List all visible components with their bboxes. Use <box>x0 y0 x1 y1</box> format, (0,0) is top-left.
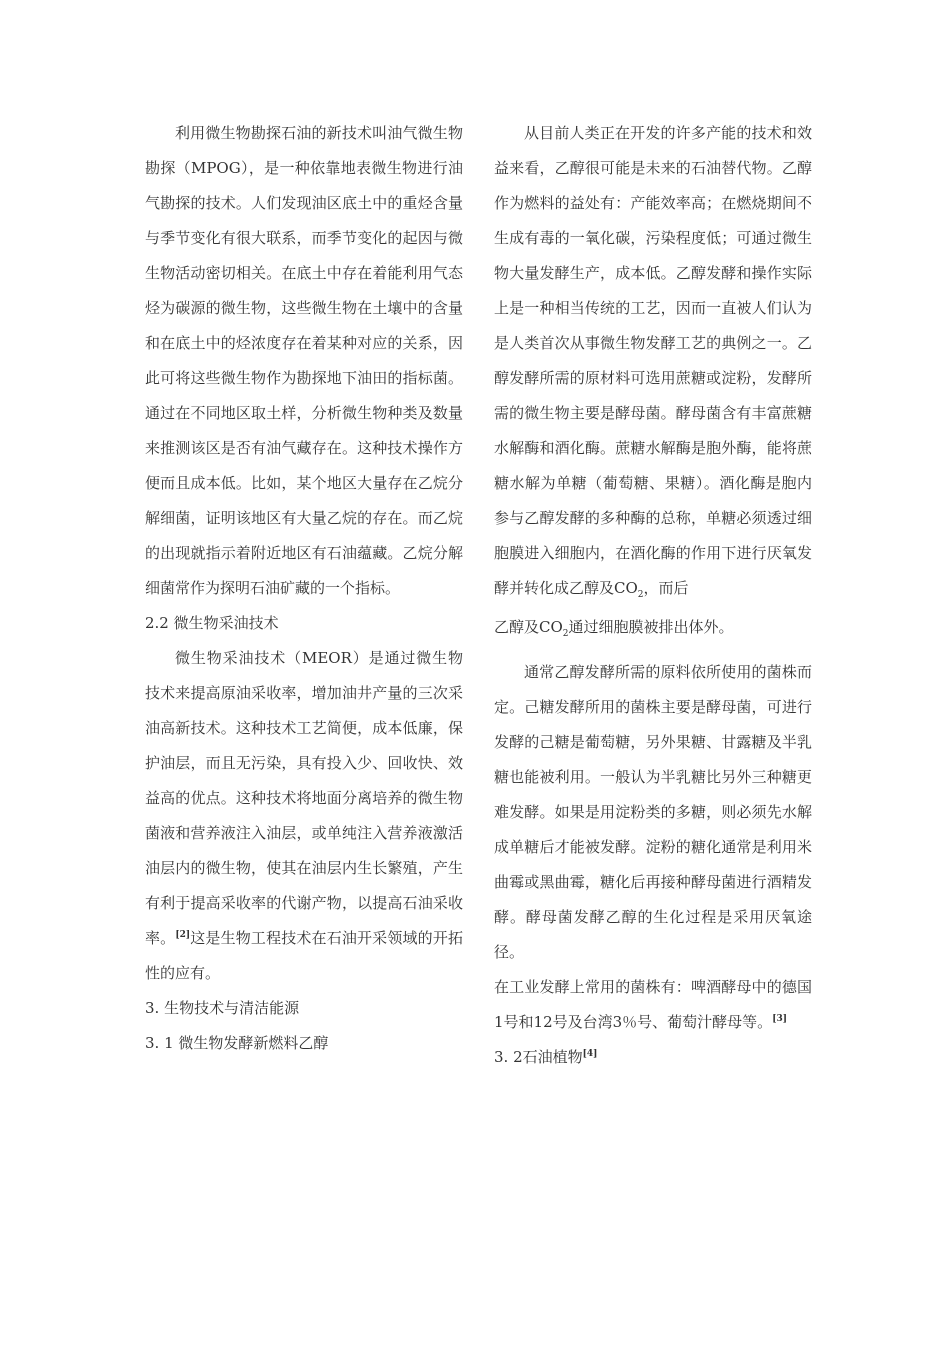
paragraph-meor <box>145 641 463 991</box>
subscript-2: 2 <box>562 629 569 639</box>
paragraph-text: 利用微生物勘探石油的新技术叫油气微生物勘探（MPOG），是一种依靠地表微生物进行油气勘探的技术。人们发现油区底土中的重烃含量与季节变化有很大联系，而季节变化的起因与微生物活动密切相关。在底土中存在着能利用气态烃为碳源的微生物，这些微生物在土壤中的含量和在底土中的烃浓度存在着某种对应的关系，因此可将这些微生物作为勘探地下油田的指标菌。通过在不同地区取土样，分析微生物种类及数量来推测该区是否有油气藏存在。这种技术操作方便而且成本低。比如，某个地区大量存在乙烷分解细菌，证明该地区有大量乙烷的存在。而乙烷的出现就指示着附近地区有石油蕴藏。乙烷分解细菌常作为探明石油矿藏的一个指标。 <box>145 124 463 597</box>
left-column <box>145 116 463 1061</box>
subscript-2: 2 <box>637 590 644 600</box>
paragraph-fermentation-raw-materials <box>494 655 812 970</box>
paragraph-ethanol-intro <box>494 116 812 606</box>
paragraph-microbial-exploration <box>145 116 463 606</box>
section-heading-3-2 <box>494 1040 812 1075</box>
citation-ref: [2] <box>175 930 191 940</box>
paragraph-text: 这是生物工程技术在石油开采领域的开拓性的应有。 <box>145 929 463 982</box>
right-column <box>494 116 812 1075</box>
paragraph-industrial-strains <box>494 970 812 1040</box>
paragraph-text: 微生物采油技术（MEOR）是通过微生物技术来提高原油采收率，增加油井产量的三次采油高新技术。这种技术工艺简便，成本低廉，保护油层，而且无污染，具有投入少、回收快、效益高的优点。这种技术将地面分离培养的微生物菌液和营养液注入油层，或单纯注入营养液激活油层内的微生物，使其在油层内生长繁殖，产生有利于提高采收率的代谢产物，以提高石油采收率。 <box>145 649 463 947</box>
citation-ref: [4] <box>582 1049 598 1059</box>
paragraph-text: 乙醇及CO <box>494 618 563 636</box>
paragraph-text: 在工业发酵上常用的菌株有：啤酒酵母中的德国1号和12号及台湾3％号、葡萄汁酵母等。 <box>494 978 812 1031</box>
heading-text: 3. 2石油植物 <box>494 1048 583 1066</box>
citation-ref: [3] <box>772 1014 787 1024</box>
section-heading-3: 3. 生物技术与清洁能源 <box>145 999 300 1017</box>
section-heading-2-2: 2.2 微生物采油技术 <box>145 614 279 632</box>
paragraph-ethanol-continued <box>494 610 812 645</box>
paragraph-text: 通过细胞膜被排出体外。 <box>568 618 734 636</box>
section-heading-3-1: 3. 1 微生物发酵新燃料乙醇 <box>145 1034 329 1052</box>
paragraph-text: 从目前人类正在开发的许多产能的技术和效益来看，乙醇很可能是未来的石油替代物。乙醇作为燃料的益处有：产能效率高；在燃烧期间不生成有毒的一氧化碳，污染程度低；可通过微生物大量发酵生产，成本低。乙醇发酵和操作实际上是一种相当传统的工艺，因而一直被人们认为是人类首次从事微生物发酵工艺的典例之一。乙醇发酵所需的原材料可选用蔗糖或淀粉，发酵所需的微生物主要是酵母菌。酵母菌含有丰富蔗糖水解酶和酒化酶。蔗糖水解酶是胞外酶，能将蔗糖水解为单糖（葡萄糖、果糖）。酒化酶是胞内参与乙醇发酵的多种酶的总称，单糖必须透过细胞膜进入细胞内，在酒化酶的作用下进行厌氧发酵并转化成乙醇及CO <box>494 124 812 597</box>
paragraph-text: ，而后 <box>643 579 689 597</box>
paragraph-text: 通常乙醇发酵所需的原料依所使用的菌株而定。己糖发酵所用的菌株主要是酵母菌，可进行发酵的己糖是葡萄糖，另外果糖、甘露糖及半乳糖也能被利用。一般认为半乳糖比另外三种糖更难发酵。如果是用淀粉类的多糖，则必须先水解成单糖后才能被发酵。淀粉的糖化通常是利用米曲霉或黑曲霉，糖化后再接种酵母菌进行酒精发酵。酵母菌发酵乙醇的生化过程是采用厌氧途径。 <box>494 663 812 961</box>
